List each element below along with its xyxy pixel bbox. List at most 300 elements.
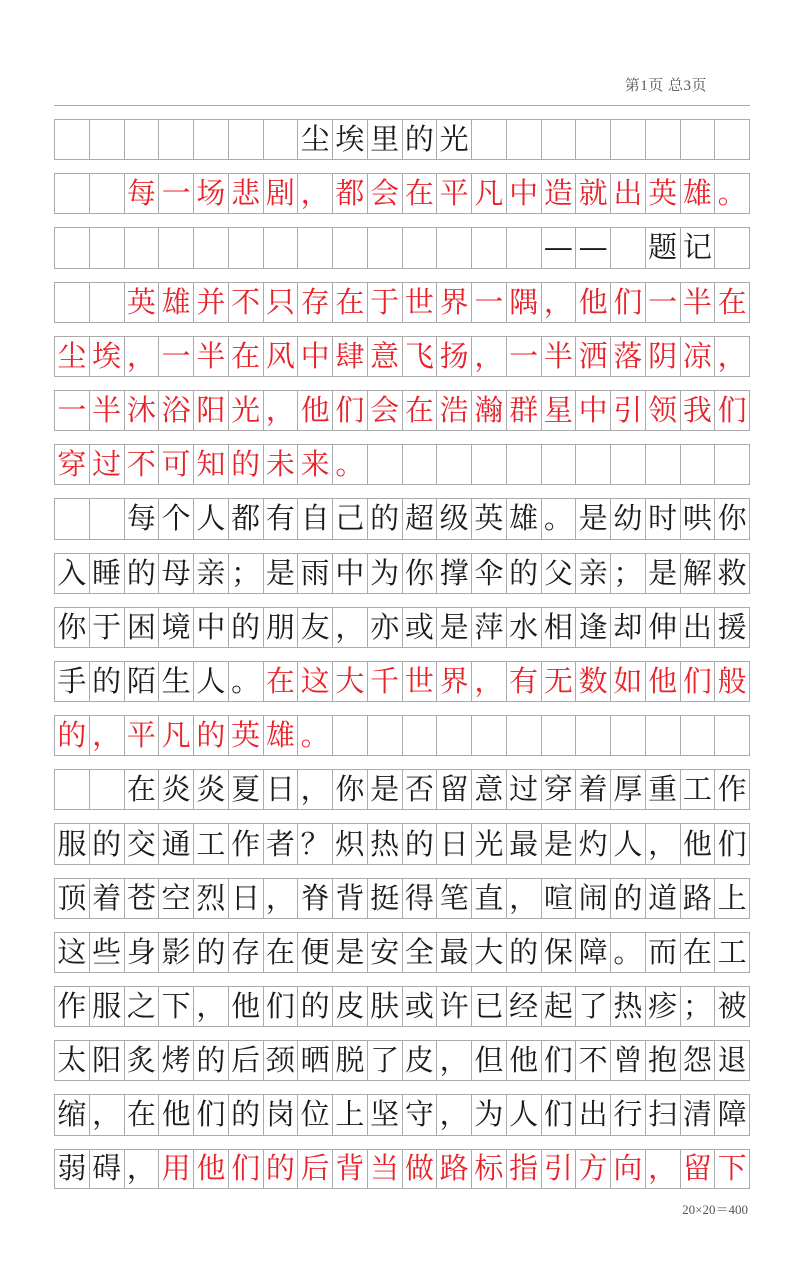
row-cells <box>54 499 750 538</box>
grid-cell: 。 <box>332 445 367 484</box>
grid-cell: 障 <box>714 1095 750 1134</box>
grid-cell: 雄 <box>680 174 715 213</box>
grid-cell: 级 <box>436 499 471 538</box>
grid-cell: 阳 <box>89 1041 124 1080</box>
grid-cell: 着 <box>575 770 610 809</box>
row-spacer <box>54 269 750 283</box>
grid-cell: 出 <box>575 1095 610 1134</box>
grid-cell: 皮 <box>402 1041 437 1080</box>
grid-cell <box>680 445 715 484</box>
grid-cell: 的 <box>610 879 645 918</box>
grid-cell: 保 <box>541 933 576 972</box>
grid-cell: 救 <box>714 554 750 593</box>
grid-cell: 但 <box>471 1041 506 1080</box>
grid-cell: 手 <box>54 662 89 701</box>
grid-cell: 的 <box>89 662 124 701</box>
grid-cell: 们 <box>714 824 750 863</box>
grid-cell: 坚 <box>367 1095 402 1134</box>
grid-cell: 于 <box>89 608 124 647</box>
grid-cell: 守 <box>402 1095 437 1134</box>
grid-cell: 大 <box>471 933 506 972</box>
grid-cell: 为 <box>471 1095 506 1134</box>
grid-cell: 缩 <box>54 1095 89 1134</box>
grid-cell: 在 <box>124 1095 159 1134</box>
grid-cell: 道 <box>645 879 680 918</box>
grid-cell <box>714 228 750 267</box>
grid-cell <box>645 120 680 159</box>
grid-cell: ， <box>541 283 576 322</box>
grid-cell: 引 <box>610 391 645 430</box>
grid-row <box>54 430 750 484</box>
grid-cell: 。 <box>541 499 576 538</box>
grid-cell: 半 <box>89 391 124 430</box>
grid-cell: 不 <box>124 445 159 484</box>
grid-cell: 的 <box>193 716 228 755</box>
grid-cell: 曾 <box>610 1041 645 1080</box>
grid-cell: — <box>541 228 576 267</box>
grid-cell <box>436 716 471 755</box>
grid-cell: 人 <box>193 662 228 701</box>
grid-cell: 引 <box>541 1150 576 1188</box>
grid-cell: 后 <box>228 1041 263 1080</box>
grid-cell: 退 <box>714 1041 750 1080</box>
grid-cell: 灼 <box>575 824 610 863</box>
grid-cell: 背 <box>332 1150 367 1188</box>
row-cells <box>54 770 750 809</box>
grid-cell: 存 <box>228 933 263 972</box>
grid-cell: 们 <box>541 1095 576 1134</box>
grid-cell: 作 <box>228 824 263 863</box>
grid-cell: 上 <box>332 1095 367 1134</box>
grid-cell: 在 <box>402 391 437 430</box>
grid-cell: 方 <box>575 1150 610 1188</box>
grid-cell: 用 <box>158 1150 193 1188</box>
grid-cell: 平 <box>124 716 159 755</box>
grid-cell: 就 <box>575 174 610 213</box>
grid-cell: 半 <box>541 337 576 376</box>
grid-cell: 的 <box>367 499 402 538</box>
grid-cell: 一 <box>471 283 506 322</box>
grid-cell: 了 <box>367 1041 402 1080</box>
grid-cell: 朋 <box>263 608 298 647</box>
grid-cell: 父 <box>541 554 576 593</box>
grid-cell <box>541 445 576 484</box>
grid-row <box>54 647 750 701</box>
grid-cell: 光 <box>228 391 263 430</box>
grid-cell: 路 <box>680 879 715 918</box>
grid-cell <box>575 120 610 159</box>
row-spacer <box>54 1027 750 1041</box>
grid-cell: 你 <box>402 554 437 593</box>
grid-cell <box>332 716 367 755</box>
grid-cell: 中 <box>193 608 228 647</box>
grid-cell: 这 <box>297 662 332 701</box>
grid-cell: ， <box>124 1150 159 1188</box>
row-spacer <box>54 594 750 608</box>
grid-cell: 。 <box>714 174 750 213</box>
grid-cell <box>332 228 367 267</box>
grid-cell: 顶 <box>54 879 89 918</box>
grid-cell: 时 <box>645 499 680 538</box>
grid-cell: 他 <box>575 283 610 322</box>
grid-cell <box>89 770 124 809</box>
grid-cell: 世 <box>402 662 437 701</box>
row-spacer <box>54 540 750 554</box>
grid-cell: 脊 <box>297 879 332 918</box>
grid-cell: 只 <box>263 283 298 322</box>
grid-cell <box>193 228 228 267</box>
row-cells <box>54 337 750 376</box>
grid-cell: 英 <box>228 716 263 755</box>
grid-row <box>54 918 750 972</box>
grid-cell <box>124 120 159 159</box>
grid-cell: 半 <box>680 283 715 322</box>
grid-cell: 标 <box>471 1150 506 1188</box>
grid-cell <box>471 716 506 755</box>
grid-cell: 可 <box>158 445 193 484</box>
grid-cell <box>471 228 506 267</box>
grid-cell: 人 <box>506 1095 541 1134</box>
grid-cell: 睡 <box>89 554 124 593</box>
grid-cell: 经 <box>506 987 541 1026</box>
grid-cell: 埃 <box>332 120 367 159</box>
grid-row <box>54 593 750 647</box>
grid-cell: 雄 <box>506 499 541 538</box>
grid-cell: 便 <box>297 933 332 972</box>
grid-cell <box>89 228 124 267</box>
grid-cell: 们 <box>610 283 645 322</box>
grid-cell: 服 <box>89 987 124 1026</box>
grid-cell: 来 <box>297 445 332 484</box>
grid-cell: 雄 <box>263 716 298 755</box>
row-cells <box>54 174 750 213</box>
grid-cell: 大 <box>332 662 367 701</box>
grid-cell <box>158 120 193 159</box>
grid-cell: 半 <box>193 337 228 376</box>
grid-cell: 们 <box>228 1150 263 1188</box>
row-cells <box>54 933 750 972</box>
grid-cell: 之 <box>124 987 159 1026</box>
grid-cell: 界 <box>436 283 471 322</box>
grid-cell: 隅 <box>506 283 541 322</box>
grid-cell: 颈 <box>263 1041 298 1080</box>
grid-cell: 界 <box>436 662 471 701</box>
grid-cell: 影 <box>158 933 193 972</box>
page-number: 第1页 总3页 <box>624 78 707 94</box>
row-spacer <box>54 160 750 174</box>
grid-cell: 你 <box>332 770 367 809</box>
grid-cell <box>575 716 610 755</box>
grid-cell <box>471 445 506 484</box>
grid-cell: 千 <box>367 662 402 701</box>
grid-cell <box>228 120 263 159</box>
grid-cell: 们 <box>263 987 298 1026</box>
grid-cell: 己 <box>332 499 367 538</box>
grid-cell: 位 <box>297 1095 332 1134</box>
grid-cell: 光 <box>436 120 471 159</box>
grid-cell: 困 <box>124 608 159 647</box>
grid-cell: 热 <box>610 987 645 1026</box>
grid-cell: ， <box>89 716 124 755</box>
row-spacer <box>54 973 750 987</box>
grid-cell: 人 <box>193 499 228 538</box>
grid-cell: 沐 <box>124 391 159 430</box>
grid-cell: 们 <box>541 1041 576 1080</box>
grid-cell <box>297 228 332 267</box>
grid-cell: 亲 <box>575 554 610 593</box>
grid-row <box>54 105 750 159</box>
grid-cell: 友 <box>297 608 332 647</box>
grid-cell: 起 <box>541 987 576 1026</box>
grid-cell: ， <box>471 337 506 376</box>
grid-cell: 不 <box>575 1041 610 1080</box>
grid-cell: 已 <box>471 987 506 1026</box>
grid-cell: 指 <box>506 1150 541 1188</box>
row-cells <box>54 1095 750 1134</box>
grid-row <box>54 701 750 755</box>
grid-cell <box>436 228 471 267</box>
grid-row <box>54 972 750 1026</box>
grid-cell: 是 <box>332 933 367 972</box>
grid-cell <box>610 445 645 484</box>
grid-cell: 出 <box>610 174 645 213</box>
grid-cell <box>367 716 402 755</box>
grid-cell: 不 <box>228 283 263 322</box>
grid-row <box>54 268 750 322</box>
grid-cell: 中 <box>506 174 541 213</box>
grid-cell: 工 <box>680 770 715 809</box>
grid-cell: 无 <box>541 662 576 701</box>
grid-cell: 烤 <box>158 1041 193 1080</box>
grid-cell: 般 <box>714 662 750 701</box>
grid-cell: 炎 <box>158 770 193 809</box>
grid-cell: 你 <box>54 608 89 647</box>
grid-cell: 于 <box>367 283 402 322</box>
grid-cell: 埃 <box>89 337 124 376</box>
grid-cell: 挺 <box>367 879 402 918</box>
grid-cell: ， <box>714 337 750 376</box>
grid-cell: 在 <box>680 933 715 972</box>
grid-cell: 是 <box>645 554 680 593</box>
grid-cell: 扬 <box>436 337 471 376</box>
grid-cell: 许 <box>436 987 471 1026</box>
grid-cell: 是 <box>367 770 402 809</box>
grid-cell: 过 <box>89 445 124 484</box>
grid-cell: 日 <box>228 879 263 918</box>
grid-cell: 疹 <box>645 987 680 1026</box>
grid-cell: 在 <box>263 933 298 972</box>
row-cells <box>54 554 750 593</box>
grid-cell <box>506 716 541 755</box>
grid-row <box>54 376 750 430</box>
grid-cell: 出 <box>680 608 715 647</box>
grid-cell: ， <box>124 337 159 376</box>
grid-cell: 会 <box>367 174 402 213</box>
grid-cell: 如 <box>610 662 645 701</box>
grid-cell <box>714 120 750 159</box>
grid-cell: 英 <box>471 499 506 538</box>
grid-cell: 一 <box>506 337 541 376</box>
grid-cell: 喧 <box>541 879 576 918</box>
grid-cell <box>506 228 541 267</box>
grid-cell <box>436 445 471 484</box>
grid-cell: 场 <box>193 174 228 213</box>
grid-cell: 们 <box>714 391 750 430</box>
grid-cell: 着 <box>89 879 124 918</box>
grid-cell: 母 <box>158 554 193 593</box>
grid-cell: 亦 <box>367 608 402 647</box>
grid-cell: ， <box>471 662 506 701</box>
grid-cell: 人 <box>610 824 645 863</box>
row-spacer <box>54 648 750 662</box>
grid-cell <box>610 228 645 267</box>
grid-cell: 记 <box>680 228 715 267</box>
grid-cell <box>54 228 89 267</box>
grid-cell: 抱 <box>645 1041 680 1080</box>
row-cells <box>54 824 750 863</box>
grid-cell: 的 <box>297 987 332 1026</box>
grid-cell: 是 <box>575 499 610 538</box>
grid-cell: 服 <box>54 824 89 863</box>
grid-cell: 留 <box>680 1150 715 1188</box>
row-cells <box>54 987 750 1026</box>
grid-cell: 伞 <box>471 554 506 593</box>
grid-cell: 穿 <box>541 770 576 809</box>
grid-cell <box>54 120 89 159</box>
grid-cell: 厚 <box>610 770 645 809</box>
grid-cell: 肤 <box>367 987 402 1026</box>
grid-cell: 向 <box>610 1150 645 1188</box>
grid-cell: 阴 <box>645 337 680 376</box>
grid-cell: 通 <box>158 824 193 863</box>
grid-cell: ， <box>89 1095 124 1134</box>
grid-cell <box>575 445 610 484</box>
row-cells <box>54 879 750 918</box>
grid-cell: ， <box>263 391 298 430</box>
row-spacer <box>54 431 750 445</box>
grid-cell: 他 <box>297 391 332 430</box>
grid-cell <box>680 120 715 159</box>
grid-cell <box>367 228 402 267</box>
grid-cell: 。 <box>610 933 645 972</box>
grid-cell: 浩 <box>436 391 471 430</box>
grid-cell: 雄 <box>158 283 193 322</box>
grid-cell: 平 <box>436 174 471 213</box>
grid-cell: 而 <box>645 933 680 972</box>
grid-cell: 的 <box>54 716 89 755</box>
grid-cell <box>506 120 541 159</box>
row-cells <box>54 608 750 647</box>
grid-cell: 岗 <box>263 1095 298 1134</box>
grid-cell: 是 <box>436 608 471 647</box>
grid-cell: 弱 <box>54 1150 89 1188</box>
grid-cell: 里 <box>367 120 402 159</box>
grid-cell: ， <box>297 174 332 213</box>
grid-cell: 援 <box>714 608 750 647</box>
grid-cell: 。 <box>297 716 332 755</box>
grid-cell: 夏 <box>228 770 263 809</box>
grid-cell: 凡 <box>471 174 506 213</box>
grid-cell: 一 <box>158 337 193 376</box>
grid-cell: ， <box>436 1095 471 1134</box>
grid-cell: 过 <box>506 770 541 809</box>
grid-cell: 。 <box>228 662 263 701</box>
grid-cell <box>158 228 193 267</box>
grid-cell: 世 <box>402 283 437 322</box>
grid-cell: 凉 <box>680 337 715 376</box>
grid-cell: 下 <box>714 1150 750 1188</box>
grid-cell: 尘 <box>54 337 89 376</box>
grid-cell: 是 <box>541 824 576 863</box>
grid-cell: 最 <box>436 933 471 972</box>
grid-cell: 群 <box>506 391 541 430</box>
grid-cell: 意 <box>367 337 402 376</box>
grid-cell: 的 <box>263 1150 298 1188</box>
grid-cell: 存 <box>297 283 332 322</box>
grid-cell <box>193 120 228 159</box>
grid-cell: ， <box>645 1150 680 1188</box>
grid-cell: 留 <box>436 770 471 809</box>
grid-cell: 境 <box>158 608 193 647</box>
row-spacer <box>54 702 750 716</box>
grid-cell: 入 <box>54 554 89 593</box>
grid-row <box>54 484 750 538</box>
grid-cell: 日 <box>436 824 471 863</box>
grid-cell: 当 <box>367 1150 402 1188</box>
grid-cell <box>89 120 124 159</box>
grid-cell: — <box>575 228 610 267</box>
grid-cell: 自 <box>297 499 332 538</box>
grid-cell: 障 <box>575 933 610 972</box>
grid-cell: 们 <box>680 662 715 701</box>
grid-cell: 交 <box>124 824 159 863</box>
grid-cell: 清 <box>680 1095 715 1134</box>
grid-cell <box>714 716 750 755</box>
grid-cell <box>680 716 715 755</box>
row-spacer <box>54 377 750 391</box>
grid-cell: 的 <box>228 1095 263 1134</box>
grid-cell: 英 <box>124 283 159 322</box>
grid-cell: 的 <box>89 824 124 863</box>
grid-cell: 上 <box>714 879 750 918</box>
grid-cell: 太 <box>54 1041 89 1080</box>
grid-cell: 陌 <box>124 662 159 701</box>
grid-cell: ， <box>263 879 298 918</box>
row-spacer <box>54 1081 750 1095</box>
grid-cell: 生 <box>158 662 193 701</box>
grid-cell: 在 <box>402 174 437 213</box>
grid-cell <box>54 770 89 809</box>
grid-cell: 都 <box>228 499 263 538</box>
grid-cell <box>610 716 645 755</box>
grid-cell: 些 <box>89 933 124 972</box>
grid-cell <box>89 499 124 538</box>
grid-cell <box>89 174 124 213</box>
grid-cell: 一 <box>54 391 89 430</box>
grid-cell: 在 <box>332 283 367 322</box>
grid-cell <box>645 716 680 755</box>
grid-cell: 在 <box>228 337 263 376</box>
grid-cell: ； <box>228 554 263 593</box>
grid-cell: 凡 <box>158 716 193 755</box>
grid-cell: 他 <box>645 662 680 701</box>
row-spacer <box>54 810 750 824</box>
grid-cell: 洒 <box>575 337 610 376</box>
grid-cell: 却 <box>610 608 645 647</box>
grid-cell: 被 <box>714 987 750 1026</box>
grid-cell: 雨 <box>297 554 332 593</box>
grid-cell: 怨 <box>680 1041 715 1080</box>
